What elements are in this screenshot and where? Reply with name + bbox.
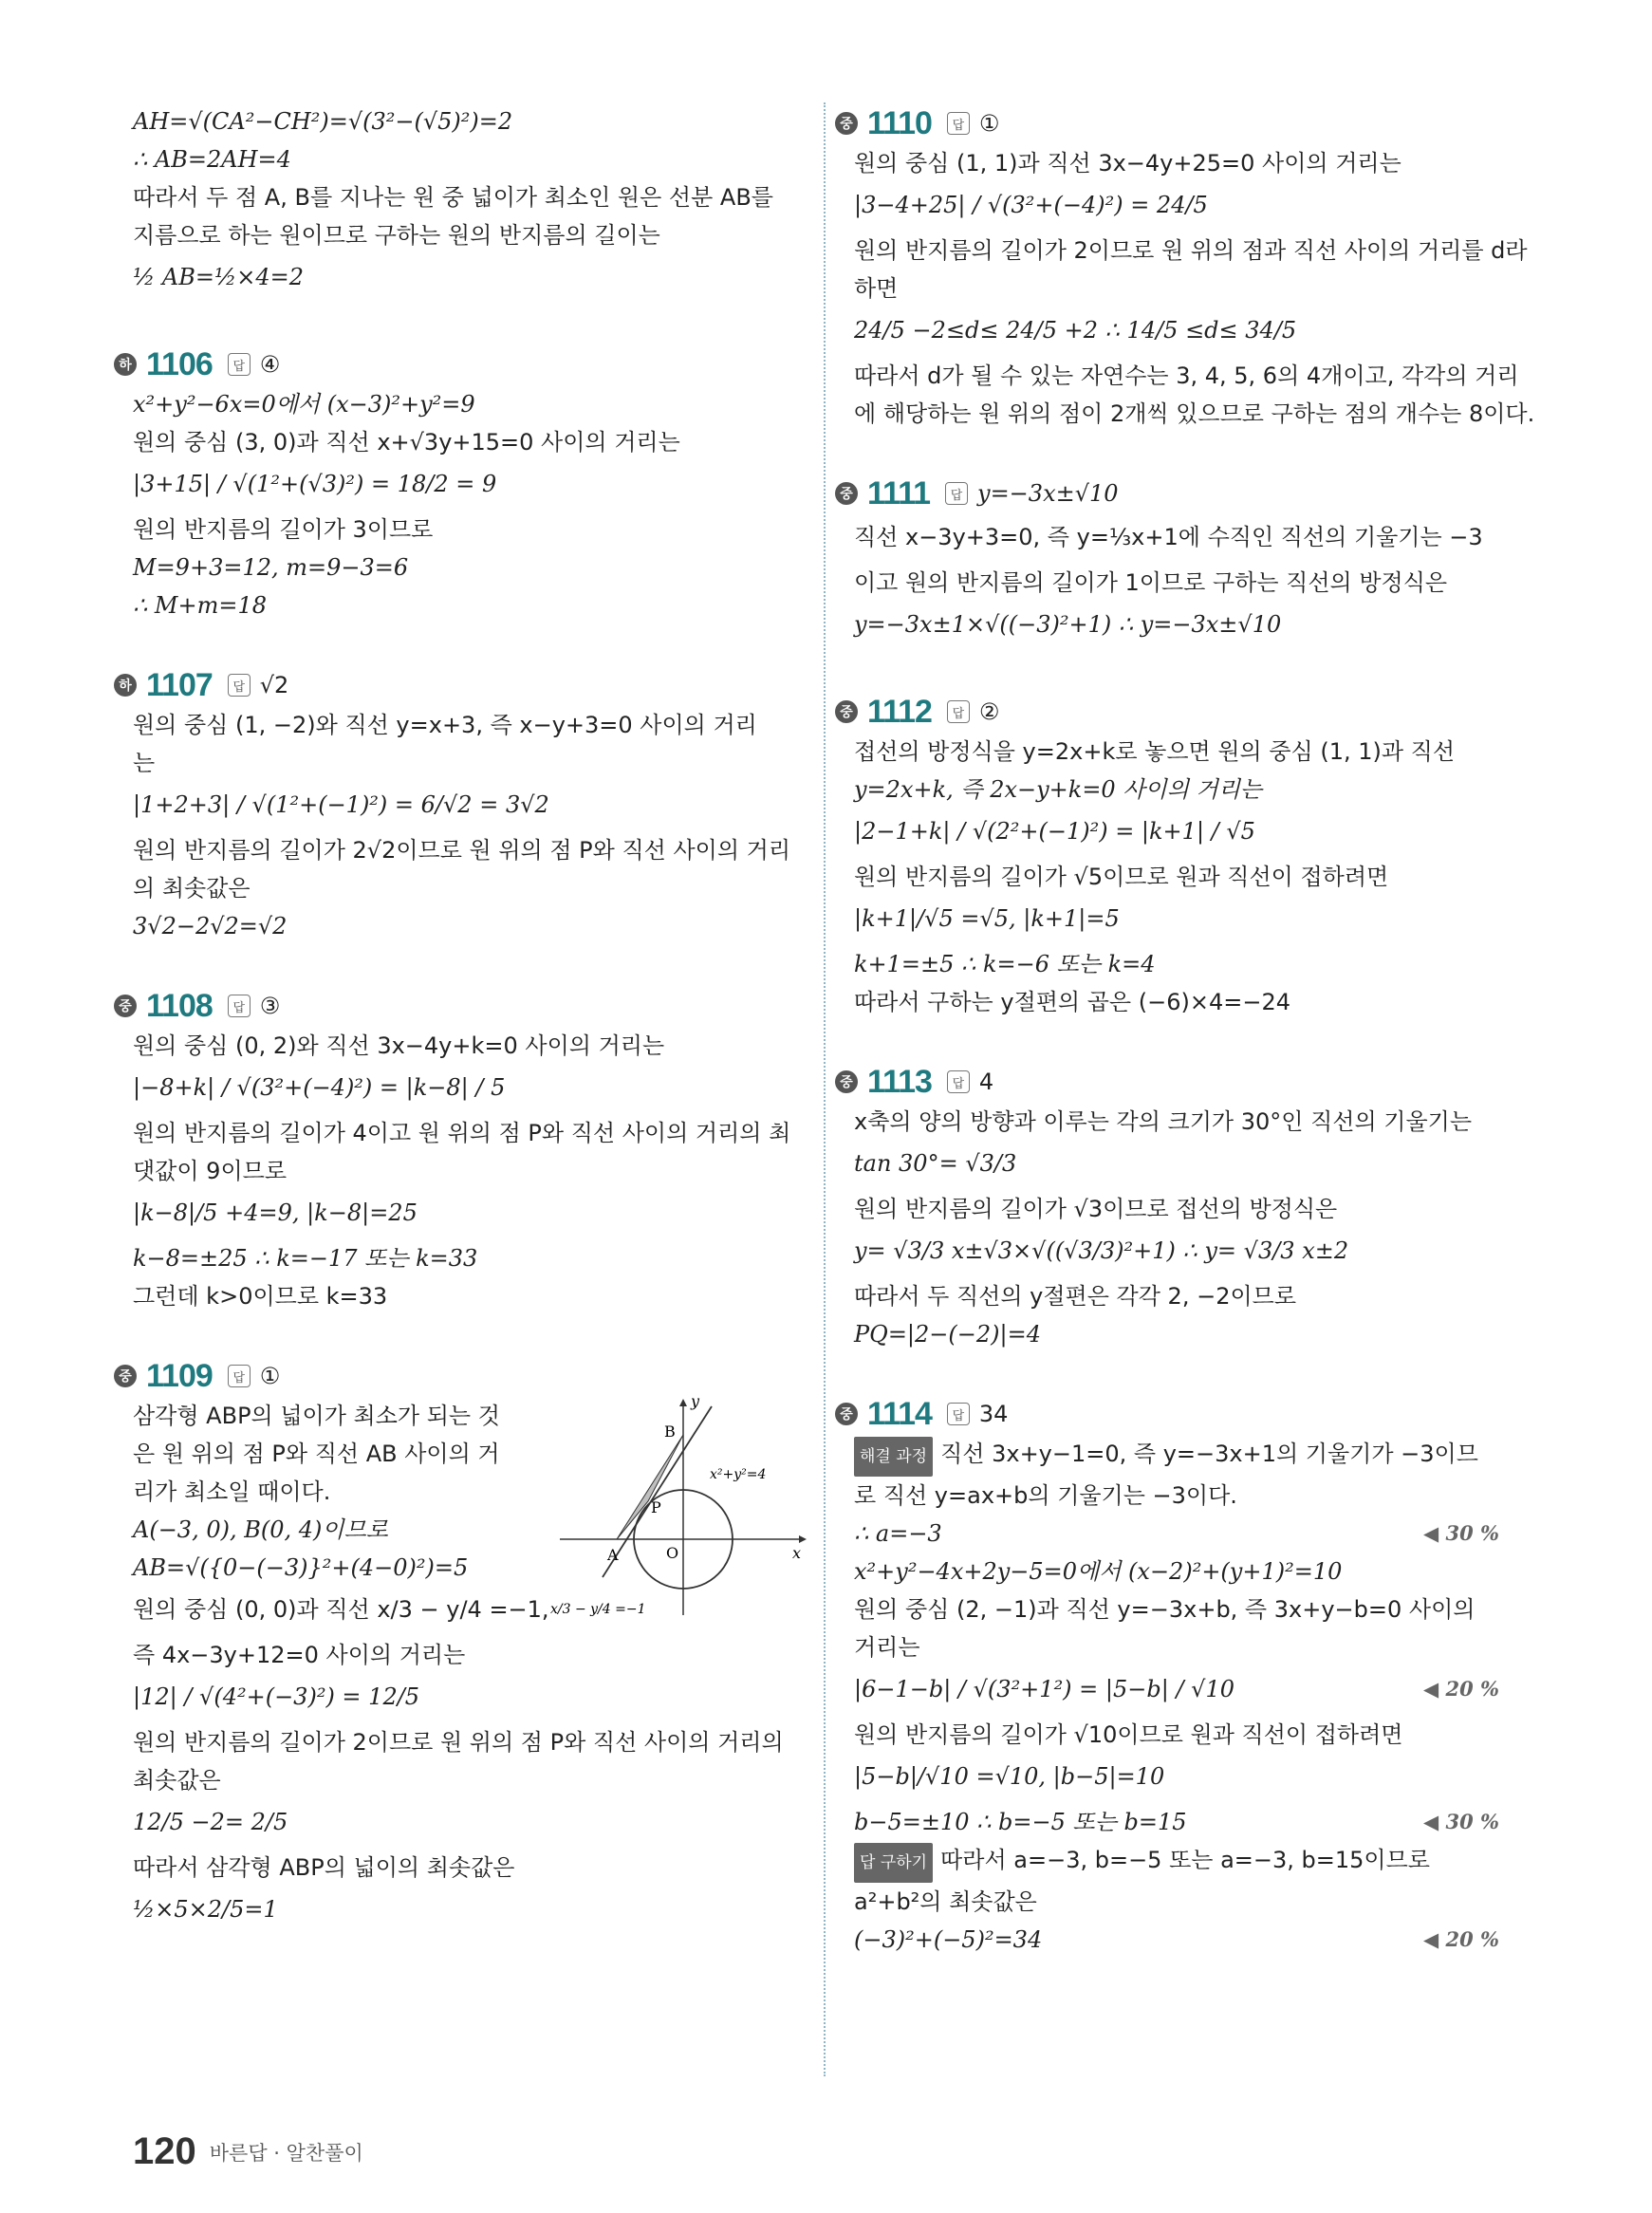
problem-number: 1109 bbox=[146, 1357, 213, 1394]
intro-line: ∴ AB=2AH=4 bbox=[133, 146, 291, 173]
solution-line: ∴ M+m=18 bbox=[133, 592, 267, 619]
triangle-abp bbox=[617, 1435, 683, 1539]
level-badge: 중 bbox=[114, 995, 137, 1017]
solution-line: 하면 bbox=[854, 275, 899, 302]
solution-line bbox=[854, 1921, 1518, 1959]
solution-text: b−5=±10 ∴ b=−5 또는 b=15 bbox=[854, 1809, 1187, 1835]
level-badge: 중 bbox=[114, 1365, 137, 1387]
problem-1106 bbox=[119, 344, 797, 624]
column-divider bbox=[824, 102, 826, 2076]
answer: ① bbox=[978, 110, 1000, 137]
label-a: A bbox=[607, 1546, 619, 1564]
solution-line: 원의 중심 (1, 1)과 직선 3x−4y+25=0 사이의 거리는 bbox=[854, 150, 1401, 177]
step-label-answer: 답 구하기 bbox=[854, 1843, 933, 1883]
solution-line: 댓값이 9이므로 bbox=[133, 1158, 288, 1184]
solution-line: 로 직선 y=ax+b의 기울기는 −3이다. bbox=[854, 1482, 1237, 1509]
solution-line: 원의 반지름의 길이가 √3이므로 접선의 방정식은 bbox=[854, 1196, 1338, 1222]
solution-line: x²+y²−4x+2y−5=0에서 (x−2)²+(y+1)²=10 bbox=[854, 1558, 1343, 1585]
answer-tag: 답 bbox=[228, 353, 251, 376]
solution-line: 원의 반지름의 길이가 3이므로 bbox=[133, 516, 434, 543]
solution-line: 은 원 위의 점 P와 직선 AB 사이의 거 bbox=[133, 1441, 500, 1467]
solution-line: 접선의 방정식을 y=2x+k로 놓으면 원의 중심 (1, 1)과 직선 bbox=[854, 738, 1456, 765]
answer: ② bbox=[978, 698, 1000, 725]
label-y: y bbox=[691, 1397, 700, 1410]
solution-line: tan 30°= √3/3 bbox=[854, 1150, 1017, 1177]
label-o: O bbox=[666, 1544, 679, 1562]
problem-number: 1113 bbox=[867, 1063, 932, 1100]
answer-tag: 답 bbox=[947, 1070, 970, 1093]
solution-line: 는 bbox=[133, 750, 156, 776]
score-percent: ◀ 20 % bbox=[1423, 1927, 1499, 1951]
page-number: 120 bbox=[133, 2130, 196, 2172]
solution-line: 3√2−2√2=√2 bbox=[133, 913, 288, 939]
solution-line: |3+15| / √(1²+(√3)²) = 18/2 = 9 bbox=[133, 471, 497, 497]
problem-1108 bbox=[119, 985, 797, 1315]
solution-line: |1+2+3| / √(1²+(−1)²) = 6/√2 = 3√2 bbox=[133, 791, 549, 818]
problem-number: 1110 bbox=[867, 104, 932, 141]
answer-tag: 답 bbox=[947, 700, 970, 723]
solution-line bbox=[854, 1803, 1518, 1841]
answer: 4 bbox=[978, 1069, 994, 1095]
solution-line: A(−3, 0), B(0, 4)이므로 bbox=[133, 1516, 388, 1543]
x-axis-arrow bbox=[799, 1535, 807, 1543]
solution-line: 그런데 k>0이므로 k=33 bbox=[133, 1283, 388, 1310]
answer: ① bbox=[259, 1363, 281, 1389]
problem-number: 1107 bbox=[146, 666, 213, 703]
answer-tag: 답 bbox=[947, 1403, 970, 1425]
solution-line: 원의 반지름의 길이가 2이므로 원 위의 점과 직선 사이의 거리를 d라 bbox=[854, 237, 1528, 264]
left-column bbox=[119, 102, 802, 1936]
solution-line: 원의 반지름의 길이가 √5이므로 원과 직선이 접하려면 bbox=[854, 864, 1389, 890]
problem-header bbox=[114, 344, 797, 385]
problem-header bbox=[835, 473, 1518, 514]
label-line-eq: x/3 − y/4 =−1 bbox=[550, 1602, 646, 1617]
solution-line bbox=[854, 1515, 1518, 1553]
solution-line: PQ=|2−(−2)|=4 bbox=[854, 1321, 1041, 1348]
label-b: B bbox=[664, 1423, 676, 1441]
solution-line: 원의 중심 (3, 0)과 직선 x+√3y+15=0 사이의 거리는 bbox=[133, 429, 680, 456]
level-badge: 중 bbox=[835, 1403, 858, 1425]
solution-line: |k−8|/5 +4=9, |k−8|=25 bbox=[133, 1199, 418, 1226]
score-percent: ◀ 30 % bbox=[1423, 1521, 1499, 1545]
solution-line: |3−4+25| / √(3²+(−4)²) = 24/5 bbox=[854, 192, 1208, 218]
answer: y=−3x±√10 bbox=[977, 480, 1119, 507]
label-p: P bbox=[651, 1498, 661, 1516]
problem-1110 bbox=[840, 102, 1535, 433]
right-column bbox=[840, 102, 1535, 1959]
solution-line: 원의 반지름의 길이가 2√2이므로 원 위의 점 P와 직선 사이의 거리 bbox=[133, 837, 791, 864]
problem-1113 bbox=[840, 1061, 1518, 1353]
solution-line: 즉 4x−3y+12=0 사이의 거리는 bbox=[133, 1642, 466, 1668]
intro-line: ½ AB=½×4=2 bbox=[133, 264, 304, 290]
level-badge: 중 bbox=[835, 1070, 858, 1093]
solution-line: a²+b²의 최솟값은 bbox=[854, 1888, 1037, 1915]
solution-line: 리가 최소일 때이다. bbox=[133, 1478, 331, 1505]
problem-number: 1112 bbox=[867, 693, 932, 730]
y-axis-arrow bbox=[679, 1399, 687, 1406]
solution-line: y= √3/3 x±√3×√((√3/3)²+1) ∴ y= √3/3 x±2 bbox=[854, 1237, 1349, 1264]
answer: √2 bbox=[259, 672, 289, 698]
problem-header bbox=[114, 985, 797, 1027]
problem-1114 bbox=[840, 1393, 1518, 1959]
page-footer bbox=[133, 2130, 363, 2173]
level-badge: 중 bbox=[835, 112, 858, 135]
answer-tag: 답 bbox=[228, 995, 251, 1017]
solution-line: 따라서 d가 될 수 있는 자연수는 3, 4, 5, 6의 4개이고, 각각의 거리 bbox=[854, 363, 1519, 389]
level-badge: 하 bbox=[114, 674, 137, 697]
answer: ④ bbox=[259, 351, 281, 378]
problem-1111 bbox=[840, 473, 1518, 651]
solution-line: 24/5 −2≤d≤ 24/5 +2 ∴ 14/5 ≤d≤ 34/5 bbox=[854, 317, 1297, 344]
level-badge: 중 bbox=[835, 700, 858, 723]
score-percent: ◀ 20 % bbox=[1423, 1677, 1499, 1701]
solution-line: k−8=±25 ∴ k=−17 또는 k=33 bbox=[133, 1245, 478, 1272]
solution-line: 의 최솟값은 bbox=[133, 875, 251, 902]
answer-tag: 답 bbox=[228, 674, 251, 697]
solution-line: |k+1|/√5 =√5, |k+1|=5 bbox=[854, 905, 1120, 932]
solution-line: |−8+k| / √(3²+(−4)²) = |k−8| / 5 bbox=[133, 1074, 506, 1101]
solution-line: |12| / √(4²+(−3)²) = 12/5 bbox=[133, 1683, 420, 1710]
intro-line: 지름으로 하는 원이므로 구하는 원의 반지름의 길이는 bbox=[133, 222, 660, 249]
solution-line: 원의 반지름의 길이가 √10이므로 원과 직선이 접하려면 bbox=[854, 1721, 1403, 1748]
problem-header bbox=[114, 664, 797, 706]
solution-line: 원의 반지름의 길이가 2이므로 원 위의 점 P와 직선 사이의 거리의 bbox=[133, 1729, 784, 1756]
level-badge: 하 bbox=[114, 353, 137, 376]
solution-line bbox=[854, 1666, 1518, 1716]
solution-line: |2−1+k| / √(2²+(−1)²) = |k+1| / √5 bbox=[854, 818, 1255, 845]
solution-line: 거리는 bbox=[854, 1634, 920, 1661]
circle-line-figure bbox=[550, 1397, 807, 1625]
label-circle-eq: x²+y²=4 bbox=[710, 1467, 767, 1482]
problem-1107 bbox=[119, 664, 797, 945]
solution-line: 이고 원의 반지름의 길이가 1이므로 구하는 직선의 방정식은 bbox=[854, 569, 1448, 596]
problem-header bbox=[835, 102, 1518, 144]
problem-number: 1114 bbox=[867, 1395, 932, 1432]
problem-header bbox=[835, 691, 1518, 733]
label-x: x bbox=[792, 1544, 802, 1562]
solution-line: 원의 반지름의 길이가 4이고 원 위의 점 P와 직선 사이의 거리의 최 bbox=[133, 1120, 791, 1146]
solution-line bbox=[854, 1435, 1518, 1477]
solution-line: x²+y²−6x=0에서 (x−3)²+y²=9 bbox=[133, 391, 475, 418]
solution-line: |5−b|/√10 =√10, |b−5|=10 bbox=[854, 1763, 1165, 1790]
answer-tag: 답 bbox=[228, 1365, 251, 1387]
solution-text: (−3)²+(−5)²=34 bbox=[854, 1926, 1043, 1953]
solution-line: 원의 중심 (0, 0)과 직선 x/3 − y/4 =−1, bbox=[133, 1596, 549, 1623]
solution-line: 직선 x−3y+3=0, 즉 y=⅓x+1에 수직인 직선의 기울기는 −3 bbox=[854, 524, 1483, 550]
solution-line: x축의 양의 방향과 이루는 각의 크기가 30°인 직선의 기울기는 bbox=[854, 1108, 1473, 1135]
solution-text: |6−1−b| / √(3²+1²) = |5−b| / √10 bbox=[854, 1676, 1235, 1702]
solution-line: 원의 중심 (1, −2)와 직선 y=x+3, 즉 x−y+3=0 사이의 거리 bbox=[133, 712, 757, 738]
solution-line: k+1=±5 ∴ k=−6 또는 k=4 bbox=[854, 951, 1156, 977]
solution-text: ∴ a=−3 bbox=[854, 1520, 942, 1547]
solution-line: 12/5 −2= 2/5 bbox=[133, 1809, 288, 1835]
problem-header bbox=[114, 1355, 797, 1397]
solution-line: 최솟값은 bbox=[133, 1767, 221, 1794]
step-label-process: 해결 과정 bbox=[854, 1437, 933, 1477]
problem-1109 bbox=[119, 1355, 802, 1936]
score-percent: ◀ 30 % bbox=[1423, 1810, 1499, 1833]
solution-line: ½×5×2/5=1 bbox=[133, 1896, 278, 1923]
solution-line: AB=√({0−(−3)}²+(4−0)²)=5 bbox=[133, 1554, 469, 1581]
solution-line: 원의 중심 (0, 2)와 직선 3x−4y+k=0 사이의 거리는 bbox=[133, 1032, 665, 1059]
book-title: 바른답 · 알찬풀이 bbox=[209, 2141, 363, 2165]
solution-line: 따라서 삼각형 ABP의 넓이의 최솟값은 bbox=[133, 1854, 515, 1881]
problem-header bbox=[835, 1393, 1518, 1435]
solution-line: y=−3x±1×√((−3)²+1) ∴ y=−3x±√10 bbox=[854, 611, 1282, 638]
answer-tag: 답 bbox=[947, 112, 970, 135]
level-badge: 중 bbox=[835, 482, 858, 505]
solution-line: 따라서 두 직선의 y절편은 각각 2, −2이므로 bbox=[854, 1283, 1297, 1310]
solution-line: M=9+3=12, m=9−3=6 bbox=[133, 554, 409, 581]
problem-header bbox=[835, 1061, 1518, 1103]
solution-line: 에 해당하는 원 위의 점이 2개씩 있으므로 구하는 점의 개수는 8이다. bbox=[854, 400, 1535, 427]
problem-number: 1108 bbox=[146, 987, 213, 1024]
solution-line: 삼각형 ABP의 넓이가 최소가 되는 것 bbox=[133, 1403, 500, 1429]
problem-number: 1106 bbox=[146, 345, 213, 382]
problem-1112 bbox=[840, 691, 1518, 1021]
solution-line: 원의 중심 (2, −1)과 직선 y=−3x+b, 즉 3x+y−b=0 사이의 bbox=[854, 1596, 1476, 1623]
solution-line: 따라서 구하는 y절편의 곱은 (−6)×4=−24 bbox=[854, 989, 1290, 1015]
answer: ③ bbox=[259, 993, 281, 1019]
solution-text: 따라서 a=−3, b=−5 또는 a=−3, b=15이므로 bbox=[940, 1847, 1430, 1873]
problem-number: 1111 bbox=[867, 474, 931, 511]
intro-line: AH=√(CA²−CH²)=√(3²−(√5)²)=2 bbox=[133, 108, 513, 135]
solution-line bbox=[854, 1841, 1518, 1883]
solution-text: 직선 3x+y−1=0, 즉 y=−3x+1의 기울기가 −3이므 bbox=[940, 1441, 1478, 1467]
answer-tag: 답 bbox=[945, 482, 968, 505]
intro-line: 따라서 두 점 A, B를 지나는 원 중 넓이가 최소인 원은 선분 AB를 bbox=[133, 184, 773, 211]
solution-line: y=2x+k, 즉 2x−y+k=0 사이의 거리는 bbox=[854, 776, 1263, 803]
answer: 34 bbox=[978, 1401, 1009, 1427]
intro-block bbox=[133, 102, 797, 304]
